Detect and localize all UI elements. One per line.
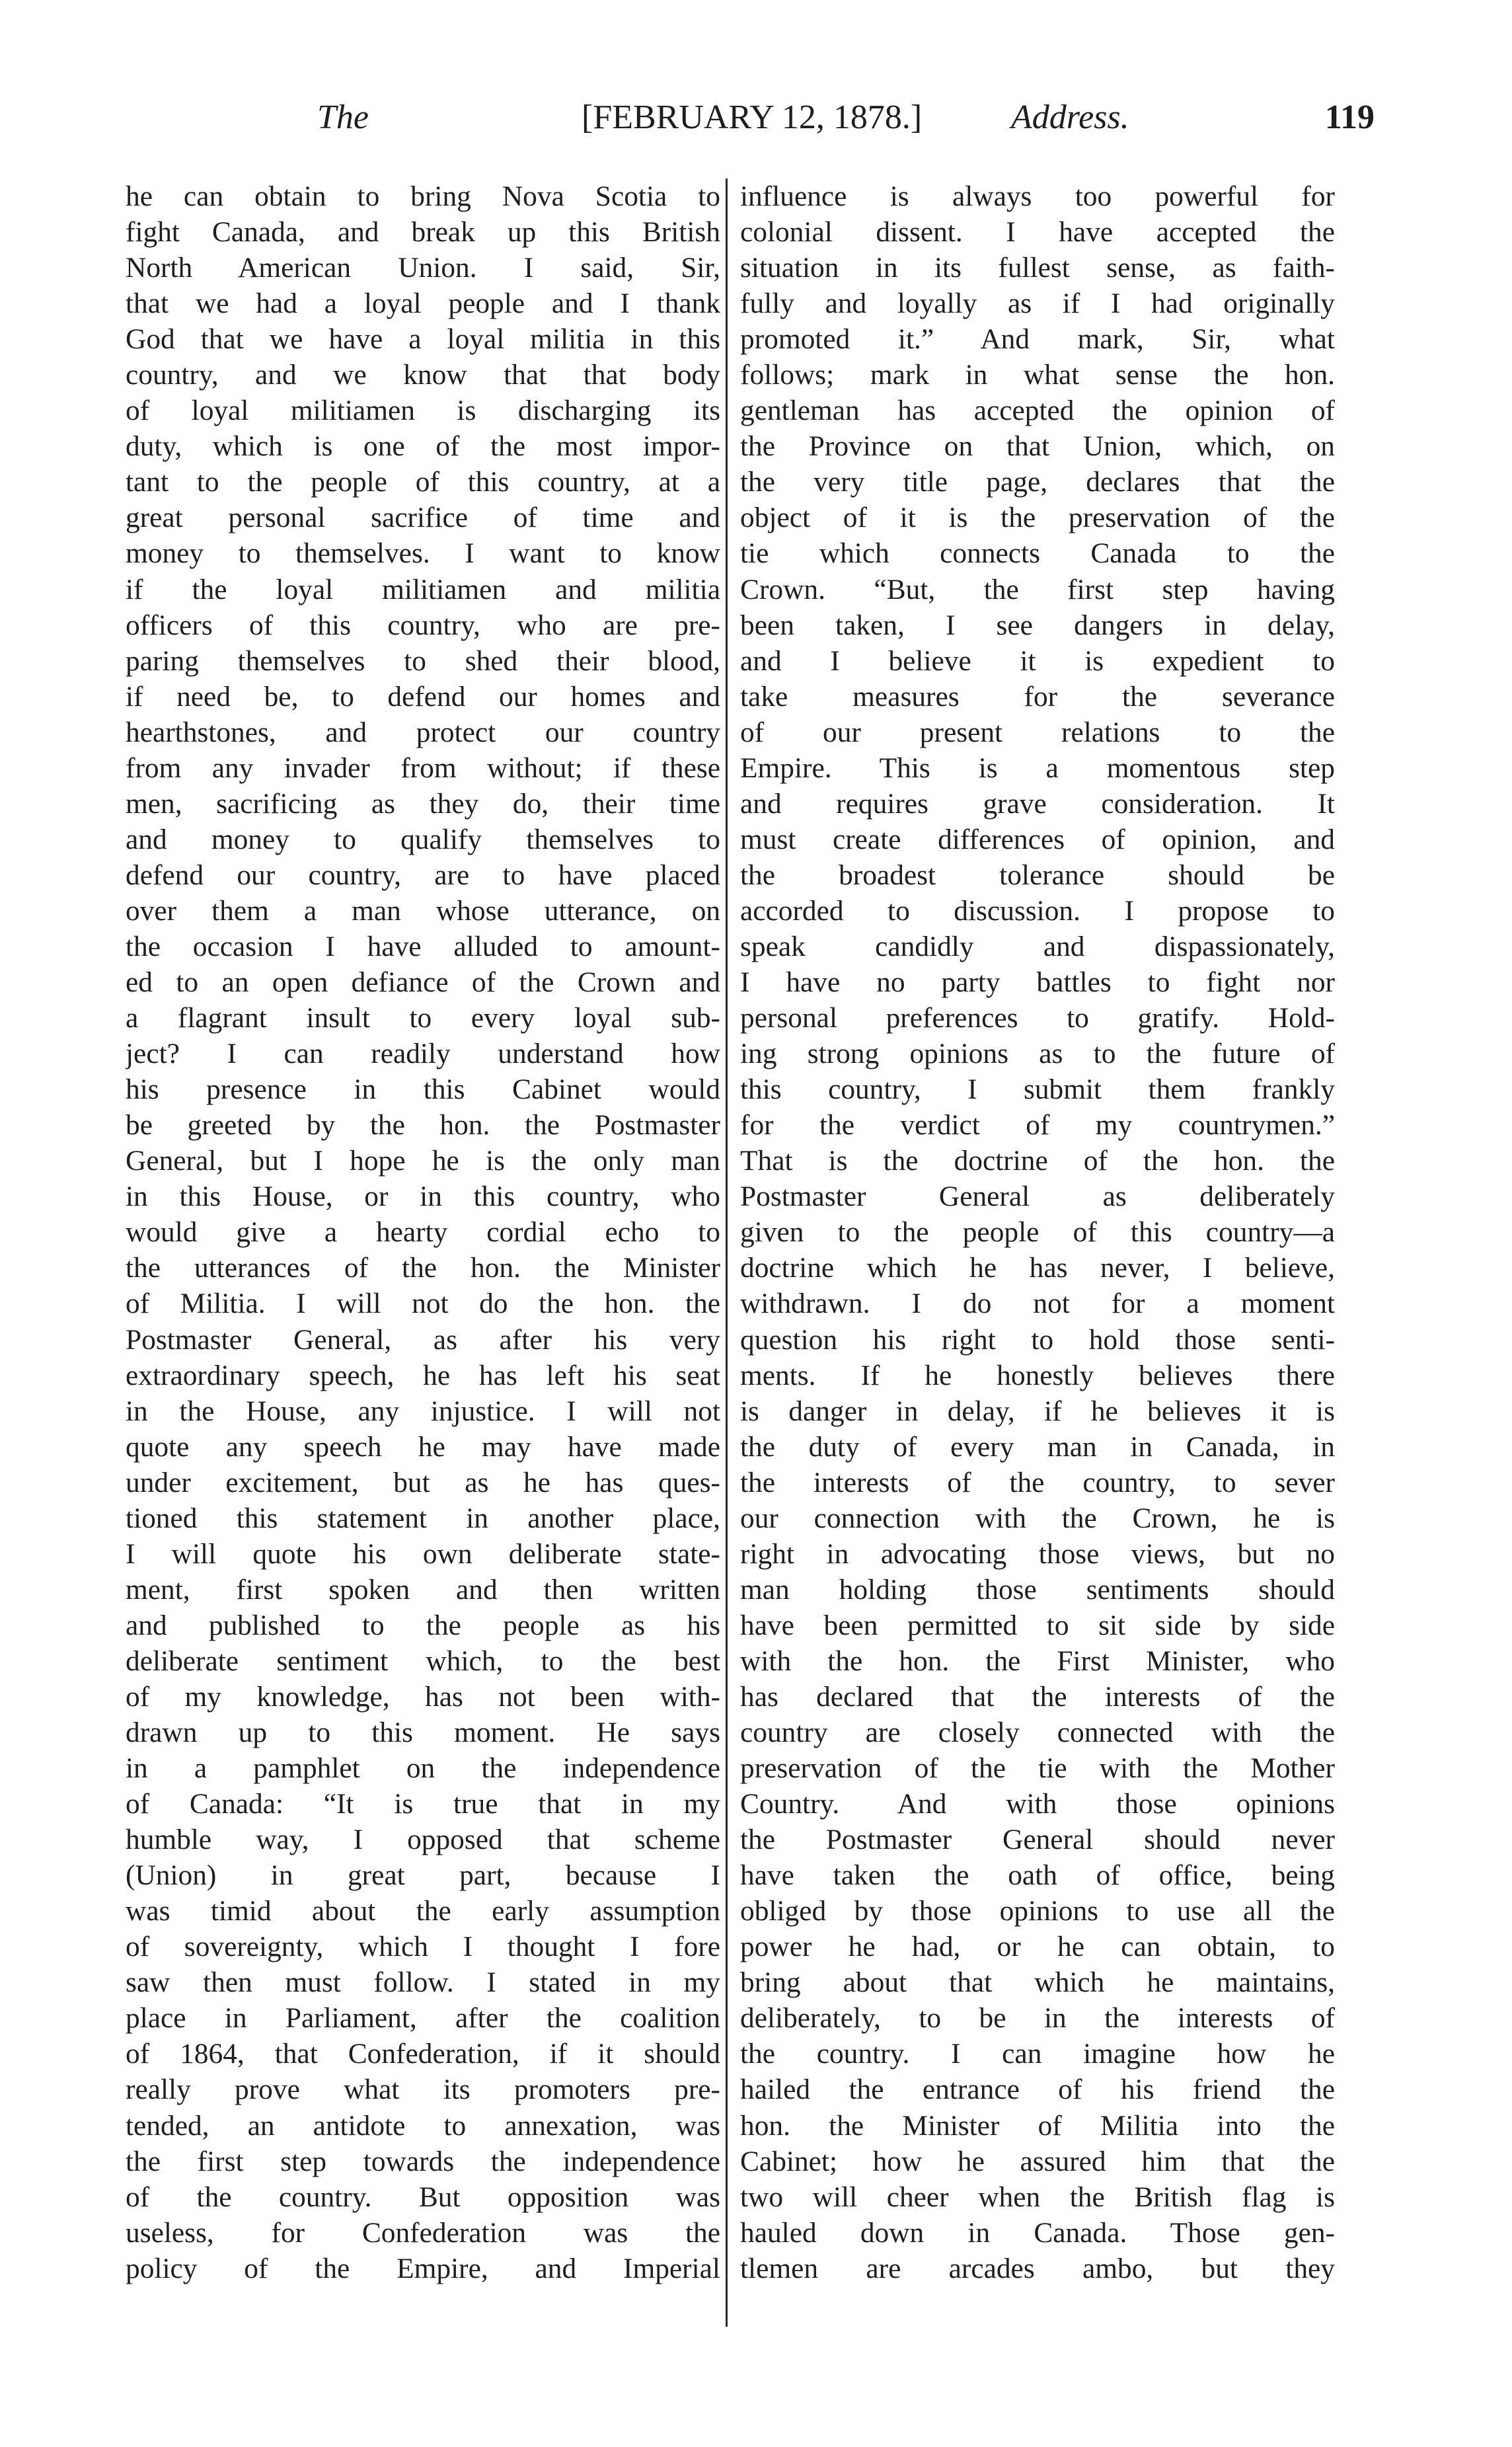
text-line: his presence in this Cabinet would <box>126 1073 720 1106</box>
text-line: right in advocating those views, but no <box>740 1537 1335 1570</box>
text-line: hauled down in Canada. Those gen- <box>740 2216 1335 2249</box>
text-line: the Province on that Union, which, on <box>740 430 1335 463</box>
text-line: man holding those sentiments should <box>740 1573 1335 1606</box>
text-line: saw then must follow. I stated in my <box>126 1966 720 1999</box>
text-line: drawn up to this moment. He says <box>126 1717 720 1749</box>
text-line: colonial dissent. I have accepted the <box>740 216 1335 249</box>
text-line: God that we have a loyal militia in this <box>126 323 720 356</box>
text-line: is danger in delay, if he believes it is <box>740 1395 1335 1427</box>
header-date: [FEBRUARY 12, 1878.] <box>582 98 923 136</box>
text-line: Cabinet; how he assured him that the <box>740 2145 1335 2177</box>
text-line: given to the people of this country—a <box>740 1216 1335 1249</box>
text-line: tended, an antidote to annexation, was <box>126 2109 720 2142</box>
text-line: follows; mark in what sense the hon. <box>740 359 1335 391</box>
text-line: of loyal militiamen is discharging its <box>126 395 720 427</box>
text-line: must create differences of opinion, and <box>740 823 1335 855</box>
text-line: have taken the oath of office, being <box>740 1859 1335 1892</box>
text-line: if the loyal militiamen and militia <box>126 573 720 605</box>
left-column <box>126 178 720 2286</box>
text-line: North American Union. I said, Sir, <box>126 252 720 284</box>
text-line: object of it is the preservation of the <box>740 502 1335 534</box>
text-line: preservation of the tie with the Mother <box>740 1752 1335 1785</box>
text-line: the Postmaster General should never <box>740 1824 1335 1856</box>
page-header <box>99 98 1375 151</box>
text-line: of our present relations to the <box>740 716 1335 748</box>
text-line: tant to the people of this country, at a <box>126 466 720 498</box>
text-line: really prove what its promoters pre- <box>126 2074 720 2106</box>
text-line: I will quote his own deliberate state- <box>126 1537 720 1570</box>
text-line: of 1864, that Confederation, if it should <box>126 2038 720 2070</box>
text-line: Empire. This is a momentous step <box>740 752 1335 784</box>
text-line: tlemen are arcades ambo, but they <box>740 2252 1335 2284</box>
text-line: doctrine which he has never, I believe, <box>740 1252 1335 1284</box>
text-line: bring about that which he maintains, <box>740 1966 1335 1999</box>
text-line: tie which connects Canada to the <box>740 537 1335 570</box>
text-line: the occasion I have alluded to amount- <box>126 930 720 962</box>
text-line: influence is always too powerful for <box>740 180 1335 212</box>
text-line: take measures for the severance <box>740 680 1335 713</box>
text-line: have been permitted to sit side by side <box>740 1609 1335 1641</box>
text-line: Postmaster General, as after his very <box>126 1323 720 1356</box>
text-line: useless, for Confederation was the <box>126 2216 720 2249</box>
text-line: of the country. But opposition was <box>126 2181 720 2213</box>
text-line: tioned this statement in another place, <box>126 1502 720 1534</box>
text-line: Crown. “But, the first step having <box>740 573 1335 605</box>
text-line: fight Canada, and break up this British <box>126 216 720 249</box>
text-line: be greeted by the hon. the Postmaster <box>126 1109 720 1142</box>
text-line: the very title page, declares that the <box>740 466 1335 498</box>
text-line: and requires grave consideration. It <box>740 787 1335 820</box>
text-line: personal preferences to gratify. Hold- <box>740 1002 1335 1034</box>
text-line: policy of the Empire, and Imperial <box>126 2252 720 2284</box>
text-line: with the hon. the First Minister, who <box>740 1645 1335 1677</box>
text-line: I have no party battles to fight nor <box>740 966 1335 999</box>
text-line: in a pamphlet on the independence <box>126 1752 720 1785</box>
text-line: the broadest tolerance should be <box>740 859 1335 891</box>
text-line: defend our country, are to have placed <box>126 859 720 891</box>
text-line: hailed the entrance of his friend the <box>740 2074 1335 2106</box>
right-column <box>740 178 1335 2286</box>
text-line: paring themselves to shed their blood, <box>126 644 720 677</box>
text-line: of Militia. I will not do the hon. the <box>126 1288 720 1320</box>
text-line: ject? I can readily understand how <box>126 1038 720 1070</box>
text-line: from any invader from without; if these <box>126 752 720 784</box>
text-line: of Canada: “It is true that in my <box>126 1788 720 1820</box>
text-line: officers of this country, who are pre- <box>126 609 720 641</box>
text-line: situation in its fullest sense, as faith- <box>740 252 1335 284</box>
text-line: quote any speech he may have made <box>126 1430 720 1463</box>
text-line: country, and we know that that body <box>126 359 720 391</box>
text-line: extraordinary speech, he has left his seat <box>126 1359 720 1391</box>
text-line: a flagrant insult to every loyal sub- <box>126 1002 720 1034</box>
text-line: ing strong opinions as to the future of <box>740 1038 1335 1070</box>
text-line: withdrawn. I do not for a moment <box>740 1288 1335 1320</box>
page-number: 119 <box>1324 98 1375 136</box>
text-line: in the House, any injustice. I will not <box>126 1395 720 1427</box>
text-line: obliged by those opinions to use all the <box>740 1895 1335 1927</box>
text-line: was timid about the early assumption <box>126 1895 720 1927</box>
text-line: question his right to hold those senti- <box>740 1323 1335 1356</box>
text-line: of my knowledge, has not been with- <box>126 1680 720 1713</box>
column-divider <box>726 178 728 2327</box>
text-line: and published to the people as his <box>126 1609 720 1641</box>
text-line: duty, which is one of the most impor- <box>126 430 720 463</box>
text-line: great personal sacrifice of time and <box>126 502 720 534</box>
text-line: That is the doctrine of the hon. the <box>740 1145 1335 1177</box>
text-line: been taken, I see dangers in delay, <box>740 609 1335 641</box>
text-line: the utterances of the hon. the Minister <box>126 1252 720 1284</box>
text-line: that we had a loyal people and I thank <box>126 288 720 320</box>
text-line: promoted it.” And mark, Sir, what <box>740 323 1335 356</box>
text-line: fully and loyally as if I had originally <box>740 288 1335 320</box>
text-line: Country. And with those opinions <box>740 1788 1335 1820</box>
header-left: The <box>317 98 369 136</box>
text-line: place in Parliament, after the coalition <box>126 2002 720 2035</box>
text-line: two will cheer when the British flag is <box>740 2181 1335 2213</box>
text-line: money to themselves. I want to know <box>126 537 720 570</box>
text-line: General, but I hope he is the only man <box>126 1145 720 1177</box>
text-line: ments. If he honestly believes there <box>740 1359 1335 1391</box>
text-line: gentleman has accepted the opinion of <box>740 395 1335 427</box>
text-line: hon. the Minister of Militia into the <box>740 2109 1335 2142</box>
text-line: speak candidly and dispassionately, <box>740 930 1335 962</box>
text-line: Postmaster General as deliberately <box>740 1181 1335 1213</box>
text-line: the country. I can imagine how he <box>740 2038 1335 2070</box>
text-line: deliberate sentiment which, to the best <box>126 1645 720 1677</box>
text-line: the first step towards the independence <box>126 2145 720 2177</box>
text-line: country are closely connected with the <box>740 1717 1335 1749</box>
text-line: and money to qualify themselves to <box>126 823 720 855</box>
text-line: of sovereignty, which I thought I fore <box>126 1931 720 1963</box>
text-line: men, sacrificing as they do, their time <box>126 787 720 820</box>
text-line: over them a man whose utterance, on <box>126 894 720 927</box>
text-line: for the verdict of my countrymen.” <box>740 1109 1335 1142</box>
text-line: if need be, to defend our homes and <box>126 680 720 713</box>
text-line: ed to an open defiance of the Crown and <box>126 966 720 999</box>
text-line: has declared that the interests of the <box>740 1680 1335 1713</box>
text-line: he can obtain to bring Nova Scotia to <box>126 180 720 212</box>
text-line: (Union) in great part, because I <box>126 1859 720 1892</box>
text-line: power he had, or he can obtain, to <box>740 1931 1335 1963</box>
text-line: and I believe it is expedient to <box>740 644 1335 677</box>
text-line: would give a hearty cordial echo to <box>126 1216 720 1249</box>
text-line: ment, first spoken and then written <box>126 1573 720 1606</box>
text-line: this country, I submit them frankly <box>740 1073 1335 1106</box>
header-right: Address. <box>1011 98 1129 136</box>
text-line: deliberately, to be in the interests of <box>740 2002 1335 2035</box>
text-line: the duty of every man in Canada, in <box>740 1430 1335 1463</box>
text-line: the interests of the country, to sever <box>740 1466 1335 1498</box>
text-line: our connection with the Crown, he is <box>740 1502 1335 1534</box>
text-line: accorded to discussion. I propose to <box>740 894 1335 927</box>
text-line: in this House, or in this country, who <box>126 1181 720 1213</box>
text-line: under excitement, but as he has ques- <box>126 1466 720 1498</box>
text-line: hearthstones, and protect our country <box>126 716 720 748</box>
text-line: humble way, I opposed that scheme <box>126 1824 720 1856</box>
